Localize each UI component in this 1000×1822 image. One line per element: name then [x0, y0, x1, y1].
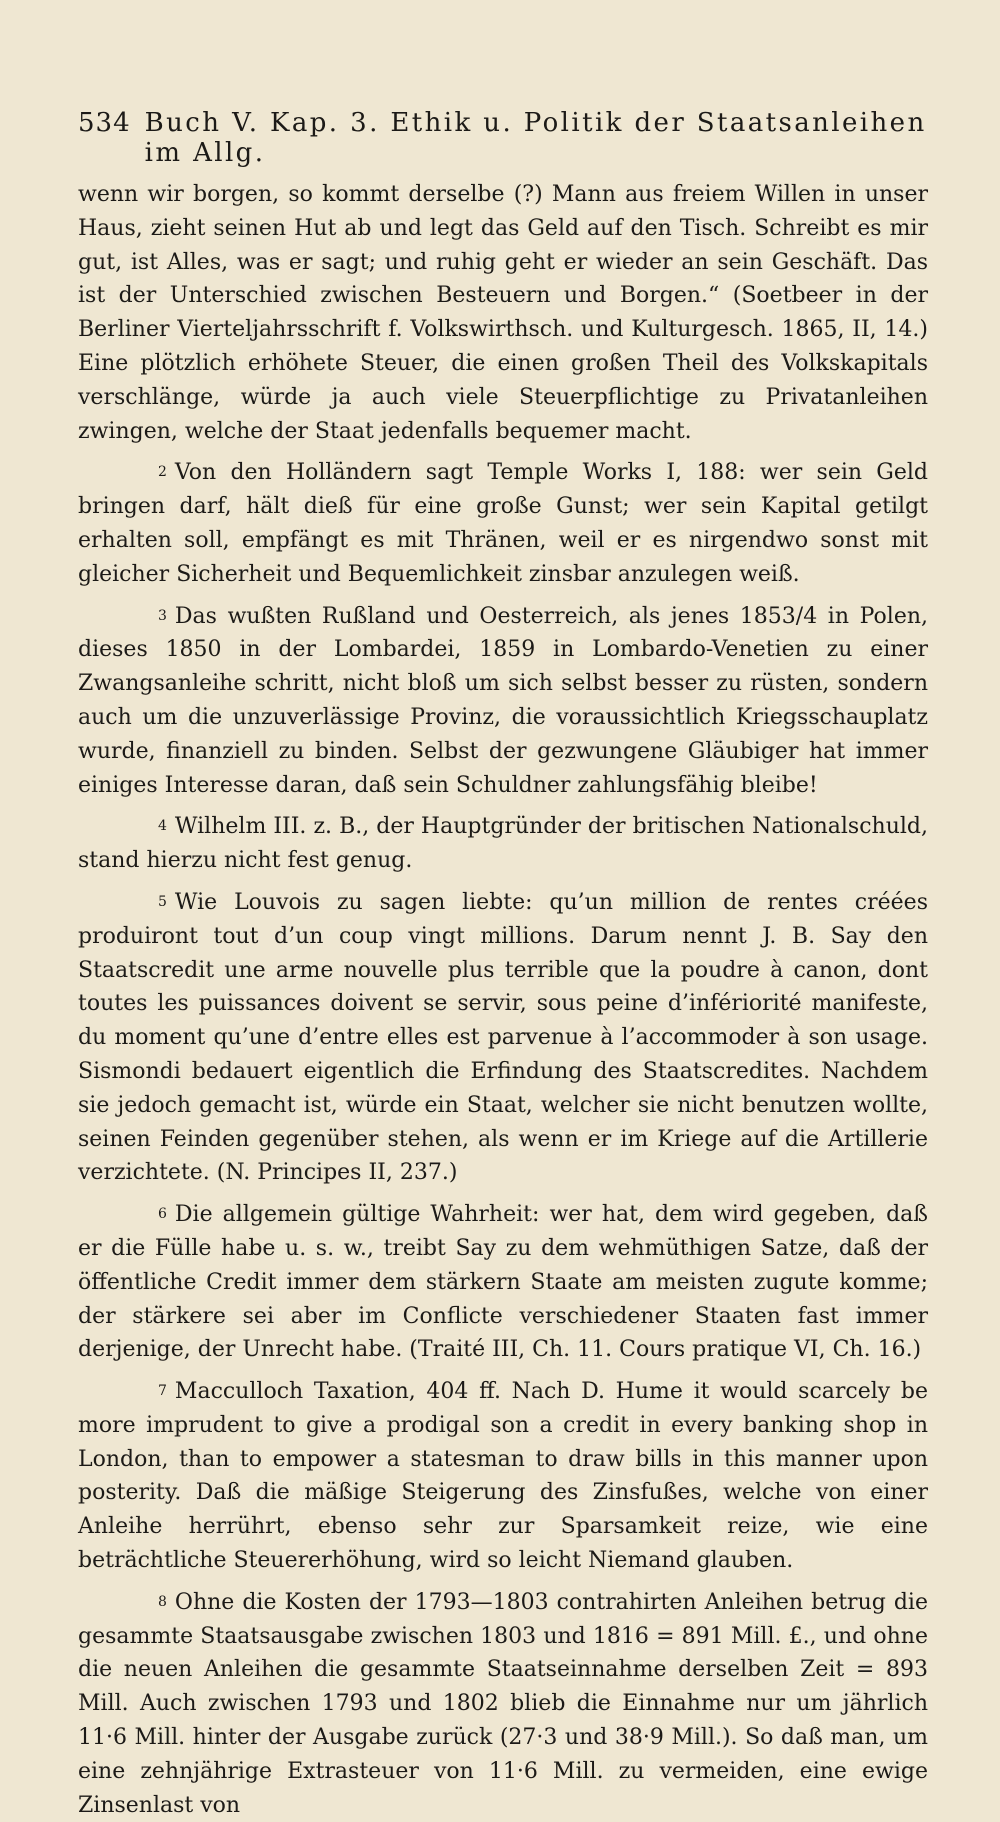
footnote-marker: 2 [158, 464, 167, 481]
footnote-text: Wilhelm III. z. B., der Hauptgründer der britischen Nationalschuld, stand hierzu nicht fest genug. [78, 814, 928, 874]
footnote-text: Macculloch Taxation, 404 ff. Nach D. Hume it would scarcely be more imprudent to give a prodigal son a credit in every banking shop in London, than to empower a statesman to draw bills in this manner upon posterity. Daß die mäßige Steigerung des Zinsfußes, welche von einer Anleihe herrührt, ebenso sehr zur Sparsamkeit reize, wie eine beträchtliche Steuererhöhung, wird so leicht Niemand glauben. [78, 1379, 928, 1574]
footnote-5 [78, 886, 928, 1190]
footnote-marker: 4 [158, 818, 167, 835]
footnote-marker: 3 [158, 607, 167, 624]
footnote-4 [78, 810, 928, 878]
footnote-marker: 6 [158, 1206, 167, 1223]
footnote-text: Von den Holländern sagt Temple Works I, 188: wer sein Geld bringen darf, hält dieß für eine große Gunst; wer sein Kapital getilgt erhalten soll, empfängt es mit Thränen, weil er es nirgendwo sonst mit gleicher Sicherheit und Bequemlichkeit zinsbar anzulegen weiß. [78, 460, 928, 587]
page-number: 534 [78, 108, 131, 138]
footnote-marker: 5 [158, 893, 167, 910]
footnote-text: Die allgemein gültige Wahrheit: wer hat, dem wird gegeben, daß er die Fülle habe u. s. w., treibt Say zu dem wehmüthigen Satze, daß der öffentliche Credit immer dem stärkern Staate am meisten zugute komme; der stärkere sei aber im Conflicte verschiedener Staaten fast immer derjenige, der Unrecht habe. (Traité III, Ch. 11. Cours pratique VI, Ch. 16.) [78, 1202, 928, 1363]
footnote-text: Wie Louvois zu sagen liebte: qu’un million de rentes créées produiront tout d’un coup vingt millions. Darum nennt J. B. Say den Staatscredit une arme nouvelle plus terrible que la poudre à canon, dont toutes les puissances doivent se servir, sous peine d’infériorité manifeste, du moment qu’une d’entre elles est parvenue à l’accommoder à son usage. Sismondi bedauert eigentlich die Erfindung des Staatscredites. Nachdem sie jedoch gemacht ist, würde ein Staat, welcher sie nicht benutzen wollte, seinen Feinden gegenüber stehen, als wenn er im Kriege auf die Artillerie verzichtete. (N. Principes II, 237.) [78, 889, 928, 1186]
footnote-3 [78, 600, 928, 803]
footnote-text: Ohne die Kosten der 1793—1803 contrahirten Anleihen betrug die gesammte Staatsausgabe zwischen 1803 und 1816 = 891 Mill. £., und ohne die neuen Anleihen die gesammte Staatseinnahme derselben Zeit = 893 Mill. Auch zwischen 1793 und 1802 blieb die Einnahme nur um jährlich 11·6 Mill. hinter der Ausgabe zurück (27·3 und 38·9 Mill.). So daß man, um eine zehnjährige Extrasteuer von 11·6 Mill. zu vermeiden, eine ewige Zinsenlast von [78, 1589, 928, 1818]
footnote-text: Das wußten Rußland und Oesterreich, als jenes 1853/4 in Polen, dieses 1850 in der Lombardei, 1859 in Lombardo-Venetien zu einer Zwangsanleihe schritt, nicht bloß um sich selbst besser zu rüsten, sondern auch um die unzuverlässige Provinz, die voraussichtlich Kriegsschauplatz wurde, finanziell zu binden. Selbst der gezwungene Gläubiger hat immer einiges Interesse daran, daß sein Schuldner zahlungsfähig bleibe! [78, 603, 928, 798]
footnote-marker: 8 [158, 1593, 167, 1610]
footnote-8 [78, 1586, 928, 1822]
running-title: Buch V. Kap. 3. Ethik u. Politik der Staatsanleihen im Allg. [144, 108, 927, 168]
footnote-continuation [78, 178, 928, 448]
footnote-6 [78, 1198, 928, 1367]
footnote-7 [78, 1375, 928, 1578]
running-head [78, 108, 928, 168]
footnote-marker: 7 [158, 1383, 167, 1400]
footnote-text: wenn wir borgen, so kommt derselbe (?) Mann aus freiem Willen in unser Haus, zieht seinen Hut ab und legt das Geld auf den Tisch. Schreibt es mir gut, ist Alles, was er sagt; und ruhig geht er wieder an sein Geschäft. Das ist der Unterschied zwischen Besteuern und Borgen.“ (Soetbeer in der Berliner Vierteljahrsschrift f. Volkswirthsch. und Kulturgesch. 1865, II, 14.) Eine plötzlich erhöhete Steuer, die einen großen Theil des Volkskapitals verschlänge, würde ja auch viele Steuerpflichtige zu Privatanleihen zwingen, welche der Staat jedenfalls bequemer macht. [78, 182, 928, 444]
footnote-2 [78, 456, 928, 591]
